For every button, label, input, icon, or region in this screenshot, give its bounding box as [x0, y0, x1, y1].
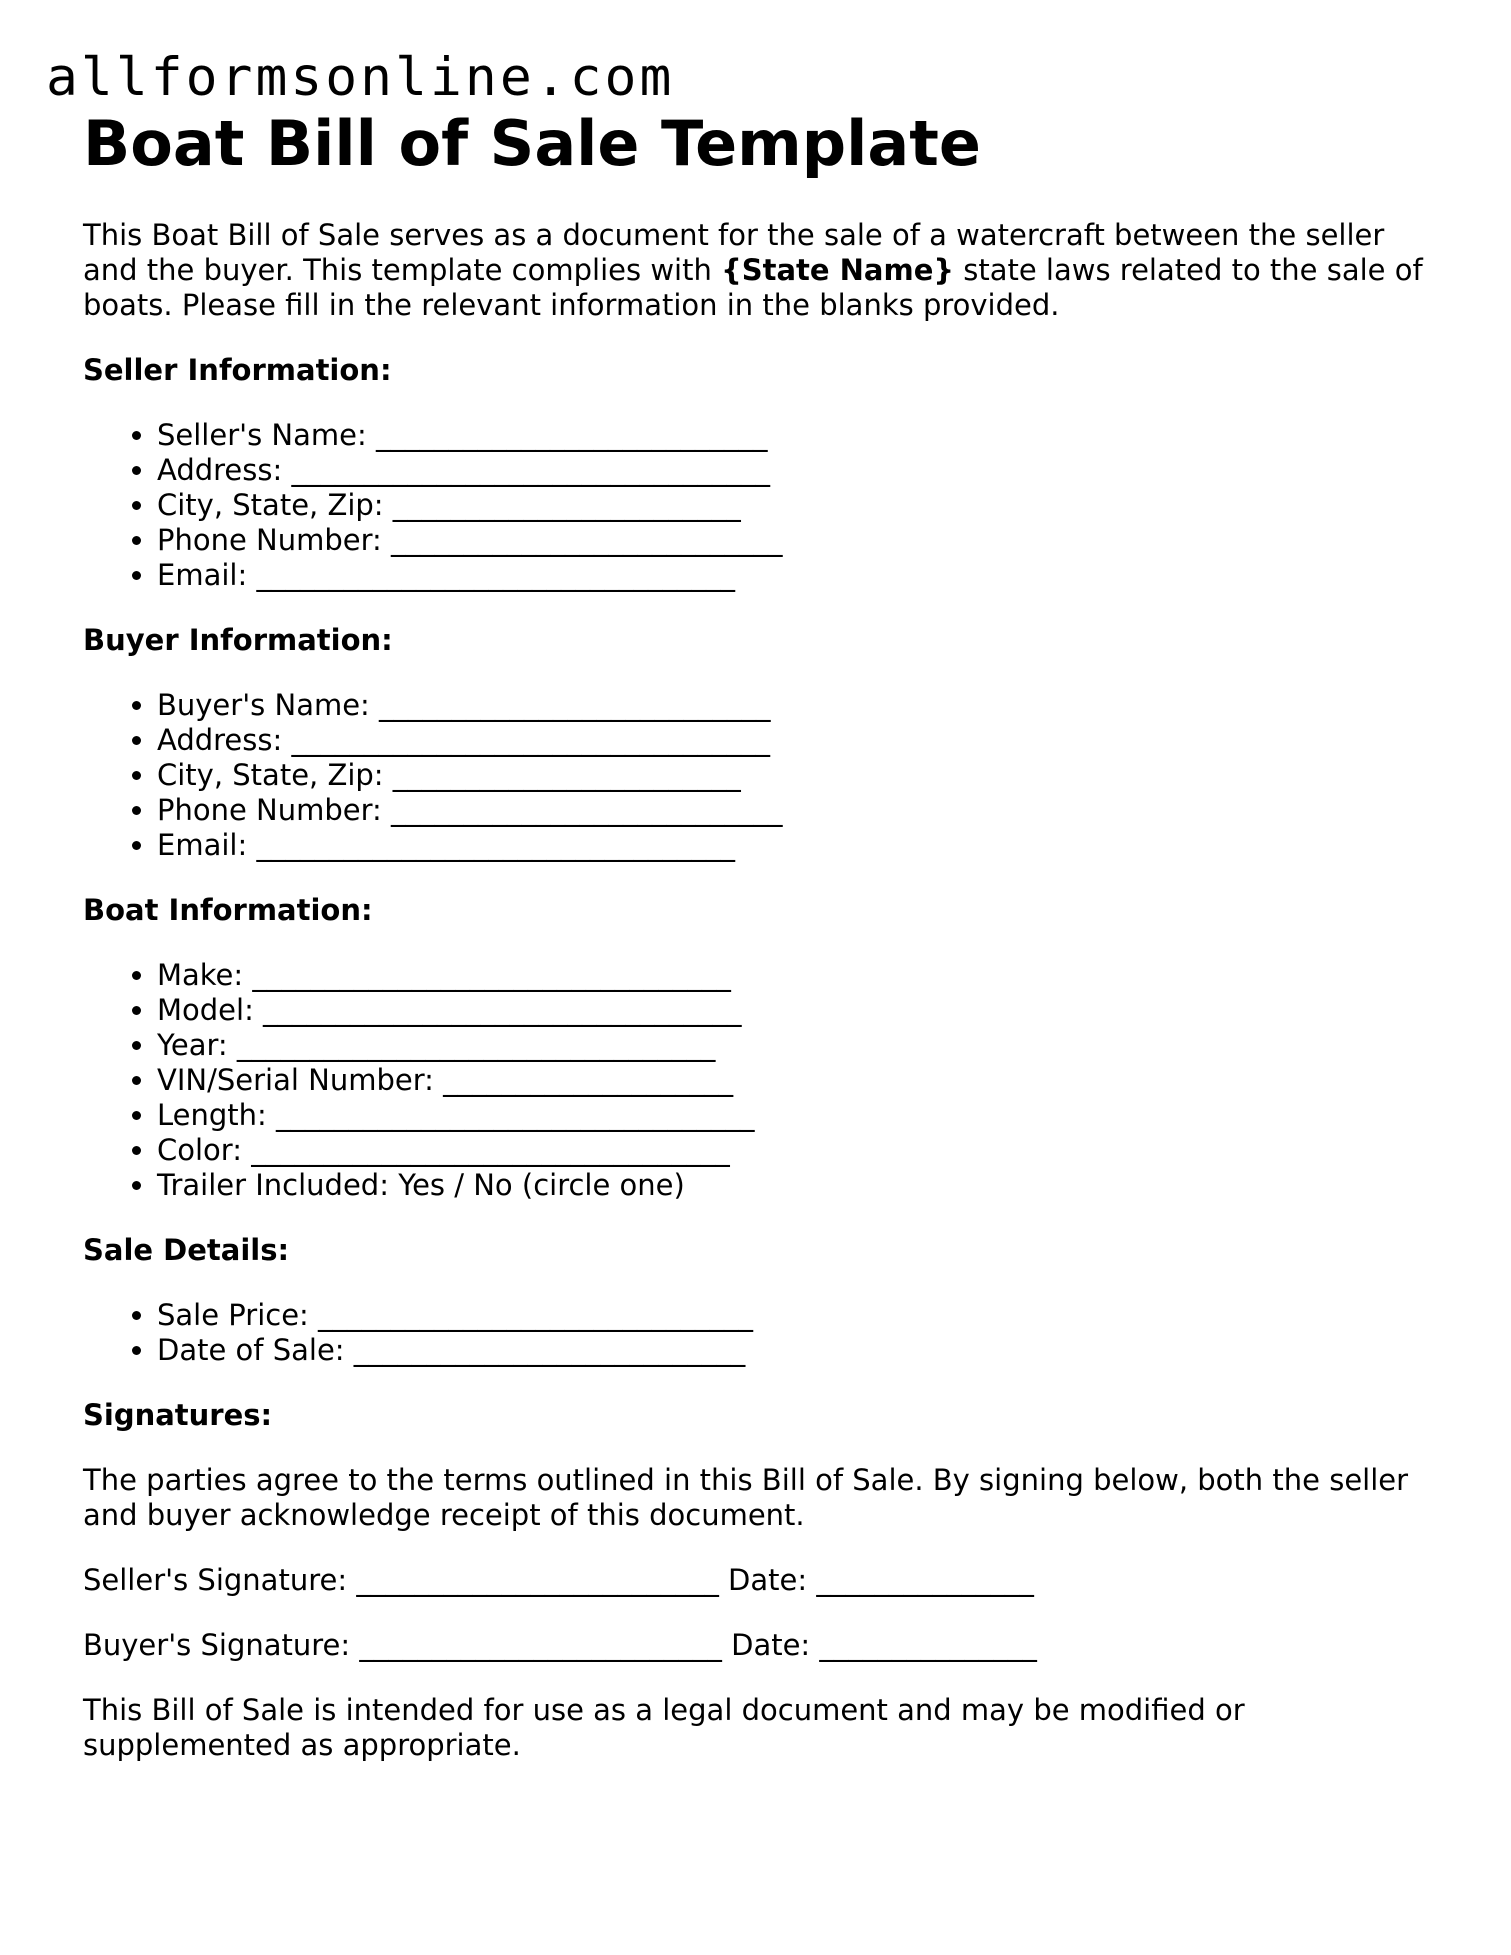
- trailer-included-field: • Trailer Included: Yes / No (circle one): [157, 1168, 1443, 1203]
- intro-text-end: state laws related to the sale of boats. Please fill in the relevant information in the blanks provided.: [83, 253, 1423, 322]
- boat-information-heading: Boat Information:: [83, 893, 373, 927]
- boat-vin-field: • VIN/Serial Number: ____________________: [157, 1063, 1443, 1098]
- signatures-heading: Signatures:: [83, 1398, 273, 1432]
- seller-phone-field: • Phone Number: ___________________________: [157, 523, 1443, 558]
- buyer-name-field: • Buyer's Name: ___________________________: [157, 688, 1443, 723]
- boat-color-field: • Color: _________________________________: [157, 1133, 1443, 1168]
- buyer-address-field: • Address: _________________________________: [157, 723, 1443, 758]
- buyer-fields-list: [83, 688, 1443, 863]
- buyer-phone-field: • Phone Number: ___________________________: [157, 793, 1443, 828]
- sale-price-field: • Sale Price: ______________________________: [157, 1298, 1443, 1333]
- boat-fields-list: [83, 958, 1443, 1203]
- closing-paragraph: This Bill of Sale is intended for use as a legal document and may be modified or supplemented as appropriate.: [83, 1693, 1245, 1762]
- site-watermark: allformsonline.com: [46, 47, 675, 108]
- seller-fields-list: [83, 418, 1443, 593]
- buyer-signature-line: Buyer's Signature: _________________________ Date: _______________: [83, 1628, 1037, 1662]
- document-body: [83, 106, 1443, 1763]
- boat-make-field: • Make: _________________________________: [157, 958, 1443, 993]
- seller-city-state-zip-field: • City, State, Zip: ________________________: [157, 488, 1443, 523]
- document-title: Boat Bill of Sale Template: [83, 107, 981, 180]
- signatures-paragraph: The parties agree to the terms outlined in this Bill of Sale. By signing below, both the seller and buyer acknowledge receipt of this document.: [83, 1463, 1409, 1532]
- intro-text-start: This Boat Bill of Sale serves as a document for the sale of a watercraft between the seller and the buyer. This template complies with: [83, 218, 1385, 287]
- seller-name-field: • Seller's Name: ___________________________: [157, 418, 1443, 453]
- state-name-placeholder: {State Name}: [721, 253, 955, 287]
- intro-paragraph: [83, 218, 1443, 323]
- buyer-city-state-zip-field: • City, State, Zip: ________________________: [157, 758, 1443, 793]
- seller-email-field: • Email: _________________________________: [157, 558, 1443, 593]
- buyer-email-field: • Email: _________________________________: [157, 828, 1443, 863]
- date-of-sale-field: • Date of Sale: ___________________________: [157, 1333, 1443, 1368]
- boat-length-field: • Length: _________________________________: [157, 1098, 1443, 1133]
- sale-fields-list: [83, 1298, 1443, 1368]
- seller-address-field: • Address: _________________________________: [157, 453, 1443, 488]
- seller-information-heading: Seller Information:: [83, 353, 392, 387]
- seller-signature-line: Seller's Signature: _________________________ Date: _______________: [83, 1563, 1034, 1597]
- boat-model-field: • Model: _________________________________: [157, 993, 1443, 1028]
- sale-details-heading: Sale Details:: [83, 1233, 290, 1267]
- boat-year-field: • Year: _________________________________: [157, 1028, 1443, 1063]
- buyer-information-heading: Buyer Information:: [83, 623, 393, 657]
